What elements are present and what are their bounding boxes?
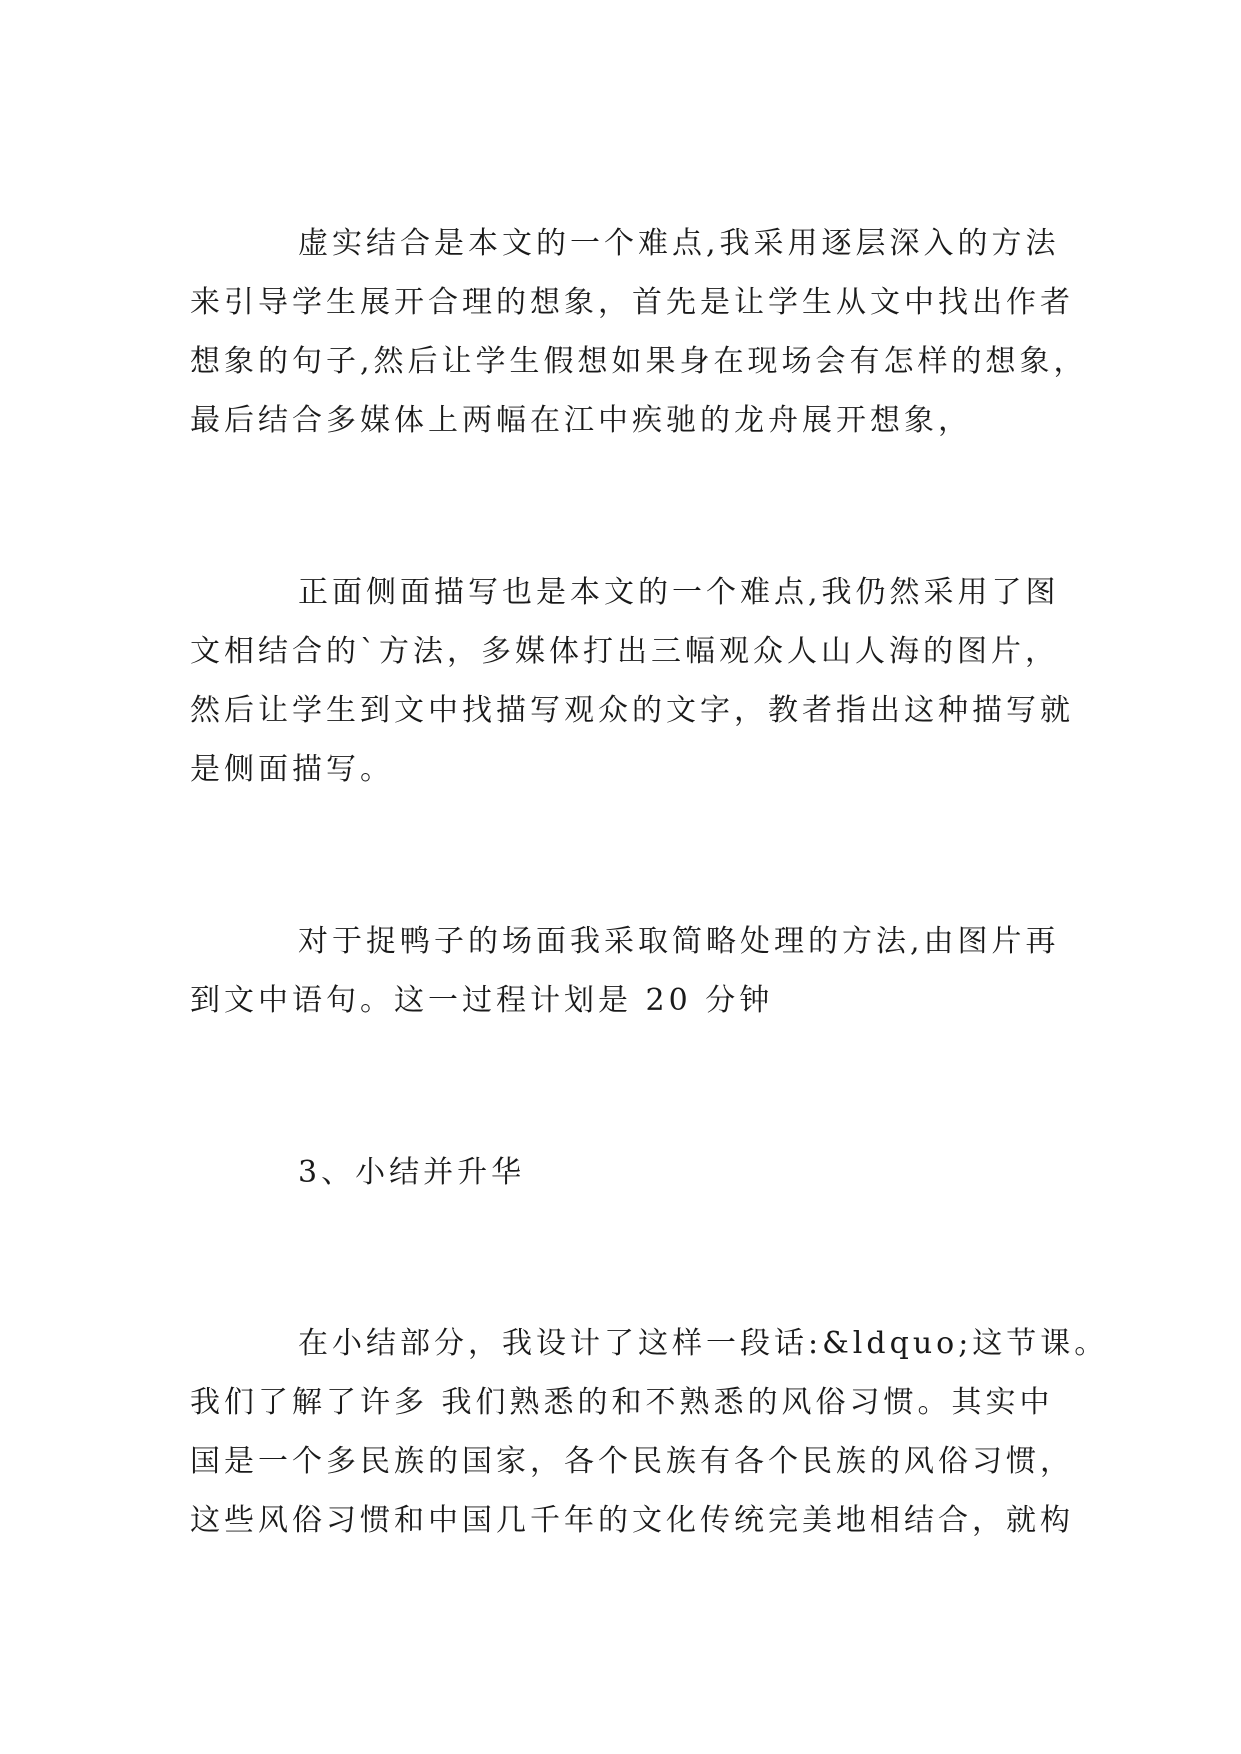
paragraph-front-side-description [190,563,1074,799]
text-line: 然后让学生到文中找描写观众的文字，教者指出这种描写就 [190,693,1074,728]
text-line: 想象的句子,然后让学生假想如果身在现场会有怎样的想象， [190,344,1088,379]
paragraph-summary [190,1314,1109,1550]
section-heading-summary [190,1143,1070,1202]
text-line: 国是一个多民族的国家，各个民族有各个民族的风俗习惯， [190,1444,1074,1479]
text-line: 在小结部分，我设计了这样一段话:&ldquo;这节课。 [298,1326,1109,1361]
text-line: 来引导学生展开合理的想象，首先是让学生从文中找出作者 [190,285,1074,320]
text-line: 对于捉鸭子的场面我采取简略处理的方法,由图片再 [298,924,1060,959]
text-line: 到文中语句。这一过程计划是 20 分钟 [190,983,774,1018]
heading-text: 3、小结并升华 [298,1155,526,1190]
text-line: 虚实结合是本文的一个难点,我采用逐层深入的方法 [298,226,1060,261]
paragraph-virtual-real [190,214,1088,450]
text-line: 我们了解了许多 我们熟悉的和不熟悉的风俗习惯。其实中 [190,1385,1054,1420]
paragraph-catching-ducks [190,912,1070,1030]
text-line: 最后结合多媒体上两幅在江中疾驰的龙舟展开想象， [190,403,972,438]
text-line: 文相结合的`方法，多媒体打出三幅观众人山人海的图片， [190,634,1059,669]
text-line: 这些风俗习惯和中国几千年的文化传统完美地相结合，就构 [190,1503,1074,1538]
text-line: 正面侧面描写也是本文的一个难点,我仍然采用了图 [298,575,1060,610]
text-line: 是侧面描写。 [190,752,394,787]
